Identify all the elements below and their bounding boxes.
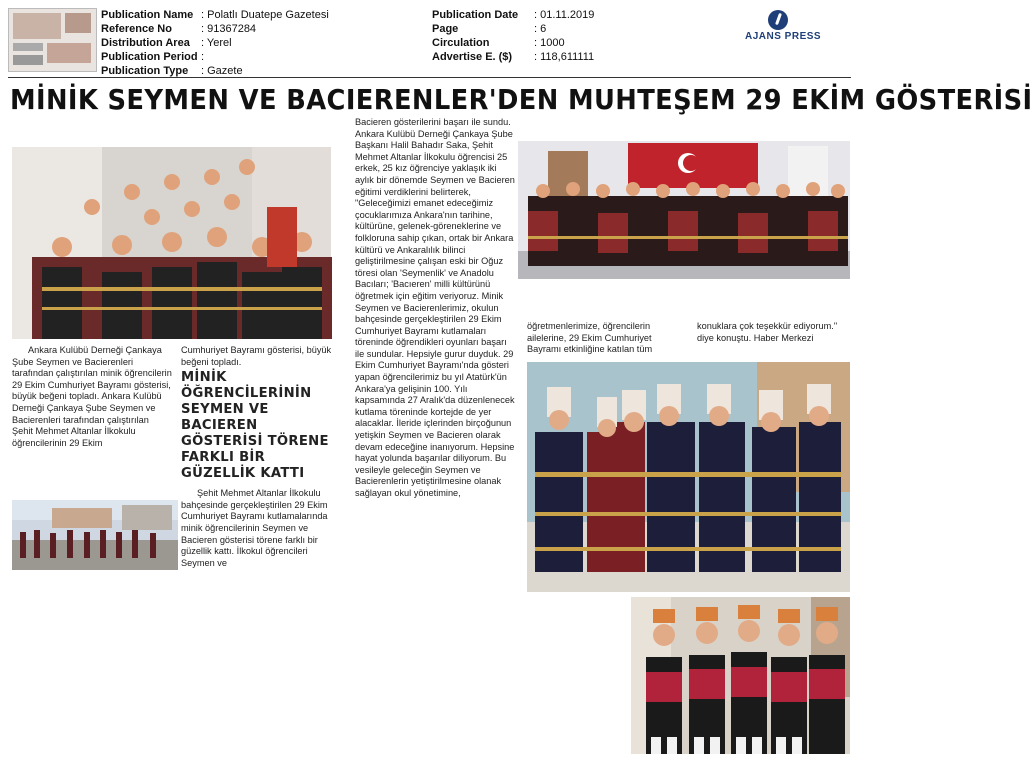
meta-value: : Yerel [201,37,232,49]
meta-value: : Polatlı Duatepe Gazetesi [201,9,329,21]
photo-bacieren-girls [527,362,850,592]
photo-school-yard [12,500,178,570]
meta-value: : 118,611111 [534,51,595,63]
article-paragraph: Bacieren gösterilerini başarı ile sundu. Ankara Kulübü Derneği Çankaya Şube Başkanı Halil Bahadır Saka, Şehit Mehmet Altanlar İlkokulu öğrencisi 25 erkek, 25 kız öğrenciye yaklaşık iki aylık bir dönemde Seymen ve Bacieren eğitimi verdiklerini belirterek, "Geleceğimizi emanet edeceğimiz çocuklarımıza Ankara'nın tarihine, kültürüne, gelenek-göreneklerine ve folkloruna sahip çıkan, ortak bir Ankara kültürü ve Ankaralılık bilinci geliştirilmesine çalışan eski bir Oğuz töresi olan 'Seymenlik' ve Anadolu Bacıları; 'Bacıeren' milli kültürünü öğretmek için eğitim veriyoruz. Minik Seymen ve Bacierenlerimiz, okulun bahçesinde gerçekleştirilen 29 Ekim Cumhuriyet Bayramı kutlamaları töreninde öğrendikleri oyunları başarı ile sundular. Hepsiyle gurur duyduk. 29 Ekim Cumhuriyet Bayramı'nda gösteri yapan öğrencilerimiz bu yıl Atatürk'ün Ankara'ya gelişinin 100. Yılı kapsamında 27 Aralık'da düzenlenecek kutlama töreninde kortejde de yer alacaklar. İleride içlerinden birçoğunun yetişkin Seymen ve Bacieren olarak devam edeceğine inanıyorum. Hepsine hayat yolunda başarılar diliyorum. Bu vesileyle geleceğin Seymen ve Bacierenlerin yetiştirilmesine olanak sağlayan okul yönetimine, [355,117,515,498]
article-column-4a [527,321,675,356]
article-subheading: MİNİK ÖĞRENCİLERİNİN SEYMEN VE BACIEREN GÖSTERİSİ TÖRENE FARKLI BİR GÜZELLİK KATTI [181,370,329,482]
article-column-4b [697,321,847,344]
meta-label: Advertise E. ($) [432,51,513,63]
meta-label: Publication Name [101,9,194,21]
meta-value: : 6 [534,23,547,35]
photo-group-stairs [12,147,331,339]
article-headline: MİNİK SEYMEN VE BACIERENLER'DEN MUHTEŞEM 29 EKİM GÖSTERİSİ [10,83,1033,116]
meta-value: : Gazete [201,65,243,77]
photo-seymen-boys [631,597,850,754]
meta-label: Publication Date [432,9,519,21]
article-column-3 [355,117,515,500]
meta-value: : [201,51,205,63]
meta-value: : 1000 [534,37,565,49]
ajans-press-logo-icon [768,10,788,30]
meta-label: Distribution Area [101,37,190,49]
article-paragraph: konuklara çok teşekkür ediyorum." diye konuştu. Haber Merkezi [697,321,838,343]
article-paragraph: öğretmenlerimize, öğrencilerin ailelerine, 29 Ekim Cumhuriyet Bayramı etkinliğine katılan tüm [527,321,653,355]
article-paragraph: Şehit Mehmet Altanlar İlkokulu bahçesinde gerçekleştirilen 29 Ekim Cumhuriyet Bayramı kutlamalarında minik öğrencilerinin Seymen ve Bacieren gösterisi törene farklı bir güzellik kattı. İlkokul öğrencileri Seymen ve [181,488,328,568]
article-paragraph: Cumhuriyet Bayramı gösterisi, büyük beğeni topladı. [181,345,332,367]
page-thumbnail [8,8,97,72]
article-paragraph: Ankara Kulübü Derneği Çankaya Şube Seymen ve Bacierenleri tarafından çalıştırılan minik öğrencilerin 29 Ekim Cumhuriyet Bayramı gösterisi, büyük beğeni topladı. Ankara Kulübü Derneği Çankaya Şube Seymen ve Bacierenleri tarafından çalıştırılan Şehit Mehmet Altanlar İlkokulu öğrencilerinin 29 Ekim [12,345,172,448]
meta-label: Reference No [101,23,172,35]
meta-value: : 91367284 [201,23,257,35]
meta-label: Page [432,23,459,35]
ajans-press-logo-text: AJANS PRESS [745,31,822,42]
photo-classroom-group [518,141,850,279]
article-column-2 [181,345,339,569]
article-column-1 [12,345,172,449]
meta-label: Publication Type [101,65,189,77]
header-divider [8,77,851,78]
meta-value: : 01.11.2019 [534,9,595,21]
meta-label: Circulation [432,37,490,49]
meta-label: Publication Period [101,51,198,63]
